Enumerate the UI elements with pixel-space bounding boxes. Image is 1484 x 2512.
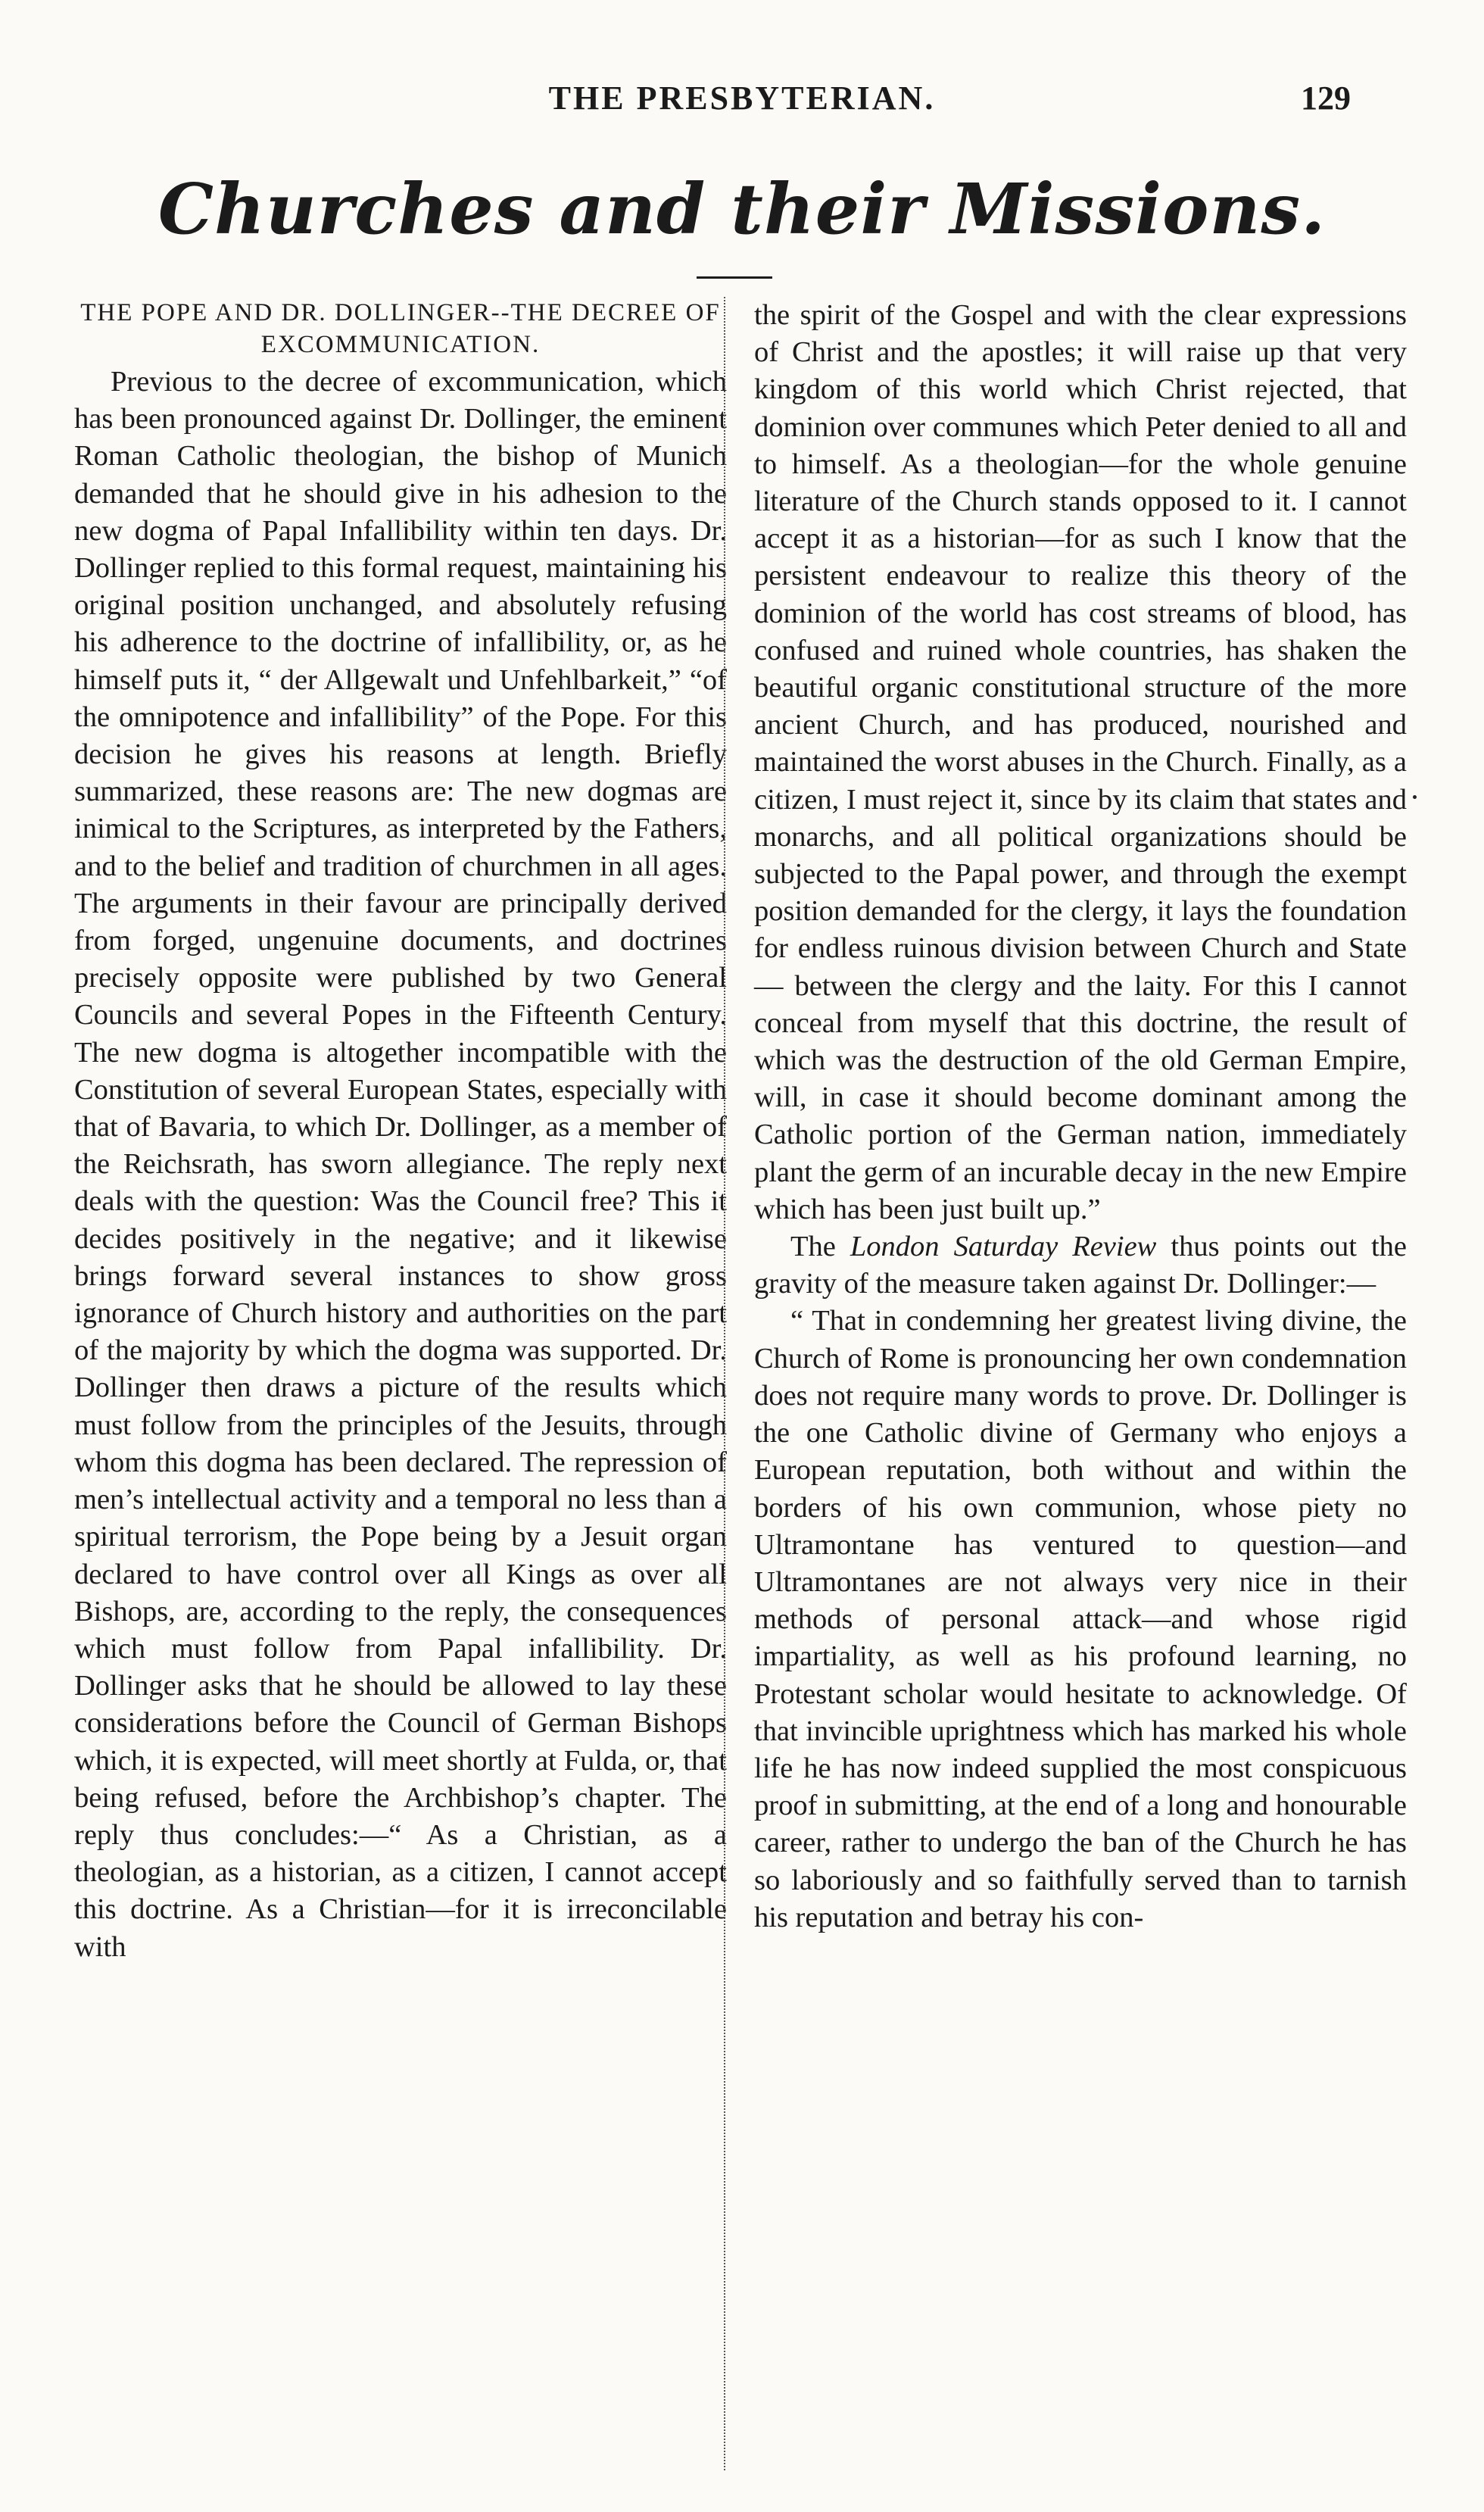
publication-name: London Saturday Review xyxy=(850,1231,1157,1263)
column-divider xyxy=(724,297,727,2470)
right-column xyxy=(754,297,1407,1936)
section-title: Churches and their Missions. xyxy=(157,168,1327,250)
print-speck xyxy=(1413,795,1417,799)
page-number: 129 xyxy=(1301,80,1351,117)
left-column xyxy=(74,297,727,1966)
article-paragraph-continued: the spirit of the Gospel and with the clear expressions of Christ and the apostles; it will raise up that very kingdom of this world which Christ rejected, that dominion over communes which Peter denied to all and to himself. As a theologian—for the whole genuine literature of the Church stands opposed to it. I cannot accept it as a historian—for as such I know that the persistent endeavour to realize this theory of the dominion of the world has cost streams of blood, has confused and ruined whole countries, has shaken the beautiful organic constitutional structure of the more ancient Church, and has produced, nourished and maintained the worst abuses in the Church. Finally, as a citizen, I must reject it, since by its claim that states and monarchs, and all political organizations should be subjected to the Papal power, and through the exempt position demanded for the clergy, it lays the foundation for endless ruinous division between Church and State — between the clergy and the laity. For this I cannot conceal from myself that this doctrine, the result of which was the destruction of the old German Empire, will, in case it should become dominant among the Catholic portion of the German nation, immediately plant the germ of an incurable decay in the new Empire which has been just built up.” xyxy=(754,299,1407,1225)
article-paragraph-review xyxy=(754,1228,1407,1303)
running-head xyxy=(0,79,1484,124)
title-divider xyxy=(697,276,772,279)
article-paragraph: Previous to the decree of excommunication, which has been pronounced against Dr. Dollinger, the eminent Roman Catholic theologian, the bishop of Munich demanded that he should give in his adhesion to the new dogma of Papal Infallibility within ten days. Dr. Dollinger replied to this formal request, maintaining his original position unchanged, and absolutely refusing his adherence to the doctrine of infallibility, or, as he himself puts it, “ der Allgewalt und Unfehlbarkeit,” “of the omnipotence and infallibility” of the Pope. For this decision he gives his reasons at length. Briefly summarized, these reasons are: The new dogmas are inimical to the Scriptures, as interpreted by the Fathers, and to the belief and tradition of churchmen in all ages. The arguments in their favour are principally derived from forged, ungenuine documents, and doctrines precisely opposite were published by two General Councils and several Popes in the Fifteenth Century. The new dogma is altogether incompatible with the Constitution of several European States, especially with that of Bavaria, to which Dr. Dollinger, as a member of the Reichsrath, has sworn allegiance. The reply next deals with the question: Was the Council free? This it decides positively in the negative; and it likewise brings forward several instances to show gross ignorance of Church history and authorities on the part of the majority by which the dogma was supported. Dr. Dollinger then draws a picture of the results which must follow from the principles of the Jesuits, through whom this dogma has been declared. The repression of men’s intellectual activity and a temporal no less than a spiritual terrorism, the Pope being by a Jesuit organ declared to have control over all Kings as over all Bishops, are, according to the reply, the consequences which must follow from Papal infallibility. Dr. Dollinger asks that he should be allowed to lay these considerations before the Council of German Bishops which, it is expected, will meet shortly at Fulda, or, that being refused, before the Archbishop’s chapter. The reply thus concludes:—“ As a Christian, as a theologian, as a historian, as a citizen, I cannot accept this doctrine. As a Christian—for it is irreconcilable with xyxy=(74,366,727,1963)
review-intro: The xyxy=(790,1231,850,1263)
journal-title: THE PRESBYTERIAN. xyxy=(548,80,936,117)
review-intro-rest: thus points out the gravity of the measure taken against Dr. Dollinger:— xyxy=(754,1231,1407,1300)
article-quote-paragraph: “ That in condemning her greatest living divine, the Church of Rome is pronouncing her own condemnation does not require many words to prove. Dr. Dollinger is the one Catholic divine of Germany who enjoys a European reputation, both without and within the borders of his own communion, whose piety no Ultramontane has ventured to question—and Ultramontanes are not always very nice in their methods of personal attack—and whose rigid impartiality, as well as his profound learning, no Protestant scholar would hesitate to acknowledge. Of that invincible uprightness which has marked his whole life he has now indeed supplied the most conspicuous proof in submitting, at the end of a long and honourable career, rather to undergo the ban of the Church he has so laboriously and so faithfully served than to tarnish his reputation and betray his con- xyxy=(754,1305,1407,1933)
article-headline: THE POPE AND DR. DOLLINGER--THE DECREE OF EXCOMMUNICATION. xyxy=(80,299,721,358)
